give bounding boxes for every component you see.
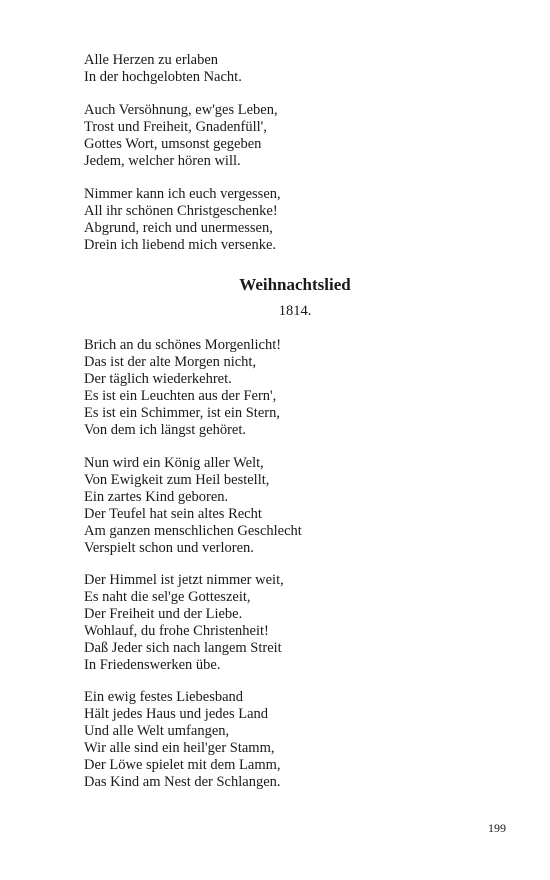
verse-line: Ein zartes Kind geboren. <box>84 489 229 505</box>
poem-title: Weihnachtslied <box>239 275 351 294</box>
verse-line: Der Löwe spielet mit dem Lamm, <box>84 757 281 773</box>
verse-line: Abgrund, reich und unermessen, <box>84 220 273 236</box>
verse-line: Es ist ein Schimmer, ist ein Stern, <box>84 405 280 421</box>
verse-line: Hält jedes Haus und jedes Land <box>84 706 269 722</box>
verse-line: Verspielt schon und verloren. <box>84 540 254 556</box>
poem-year: 1814. <box>278 303 312 319</box>
verse-line: Es ist ein Leuchten aus der Fern', <box>84 388 277 404</box>
verse-line: Wir alle sind ein heil'ger Stamm, <box>84 740 275 756</box>
verse-line: Nun wird ein König aller Welt, <box>84 455 264 471</box>
stanza <box>84 337 484 439</box>
verse-line: Auch Versöhnung, ew'ges Leben, <box>84 102 278 118</box>
stanza <box>84 689 484 791</box>
verse-line: Der Himmel ist jetzt nimmer weit, <box>84 572 284 588</box>
verse-line: Von dem ich längst gehöret. <box>84 422 247 438</box>
verse-line: All ihr schönen Christgeschenke! <box>84 203 278 219</box>
verse-line: Jedem, welcher hören will. <box>84 153 241 169</box>
verse-line: Alle Herzen zu erlaben <box>84 52 219 68</box>
stanza <box>84 186 484 254</box>
verse-line: Brich an du schönes Morgenlicht! <box>84 337 282 353</box>
verse-line: Und alle Welt umfangen, <box>84 723 230 739</box>
page-number: 199 <box>488 821 506 835</box>
verse-line: Das ist der alte Morgen nicht, <box>84 354 257 370</box>
verse-line: Nimmer kann ich euch vergessen, <box>84 186 281 202</box>
verse-line: Das Kind am Nest der Schlangen. <box>84 774 281 790</box>
verse-line: Wohlauf, du frohe Christenheit! <box>84 623 269 639</box>
verse-line: Drein ich liebend mich versenke. <box>84 237 277 253</box>
verse-line: Gottes Wort, umsonst gegeben <box>84 136 262 152</box>
verse-line: In der hochgelobten Nacht. <box>84 69 242 85</box>
verse-line: In Friedenswerken übe. <box>84 657 221 673</box>
verse-line: Der täglich wiederkehret. <box>84 371 232 387</box>
stanza <box>84 572 484 674</box>
stanza <box>84 52 484 86</box>
verse-line: Daß Jeder sich nach langem Streit <box>84 640 282 656</box>
verse-line: Ein ewig festes Liebesband <box>84 689 244 705</box>
verse-line: Es naht die sel'ge Gotteszeit, <box>84 589 251 605</box>
verse-line: Trost und Freiheit, Gnadenfüll', <box>84 119 267 135</box>
stanza <box>84 102 484 170</box>
stanza <box>84 455 484 557</box>
verse-line: Von Ewigkeit zum Heil bestellt, <box>84 472 270 488</box>
verse-line: Am ganzen menschlichen Geschlecht <box>84 523 302 539</box>
verse-line: Der Teufel hat sein altes Recht <box>84 506 262 522</box>
verse-line: Der Freiheit und der Liebe. <box>84 606 243 622</box>
